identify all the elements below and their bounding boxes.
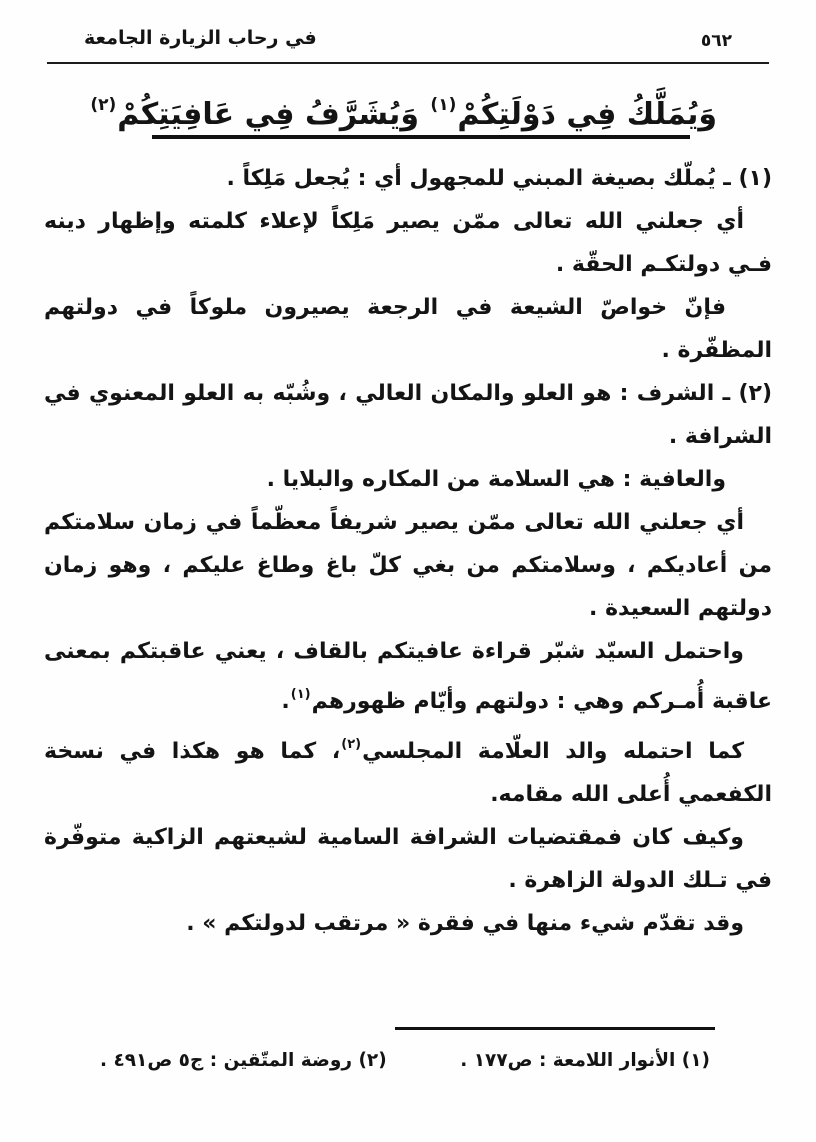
heading-footnote-marker-2: (٢) xyxy=(90,95,117,115)
note-2-afiya-definition: والعافية : هي السلامة من المكاره والبلايا . xyxy=(266,467,726,492)
note-2-sharaf-definition: (٢) ـ الشرف : هو العلو والمكان العالي ، وشُبّه به العلو المعنوي في الشرافة . xyxy=(44,381,772,449)
footnote-2-source: (٢) روضة المتّقين : ج٥ ص٤٩١ . xyxy=(100,1050,387,1071)
ref-marker-2: (٢) xyxy=(341,737,362,752)
majlisi-reading-rest: ، كما هو هكذا في نسخة الكفعمي أُعلى الله مقامه. xyxy=(44,739,772,807)
heading-rule xyxy=(152,135,690,139)
ref-marker-1: (١) xyxy=(290,687,311,702)
note-2-cross-reference: وقد تقدّم شيء منها في فقرة « مرتقب لدولتكم » . xyxy=(186,911,744,936)
commentary-notes xyxy=(44,157,772,945)
note-1-definition: (١) ـ يُملّك بصيغة المبني للمجهول أي : يُجعل مَلِكاً . xyxy=(226,166,772,191)
header-rule xyxy=(47,62,769,64)
note-1-meaning: أي جعلني الله تعالى ممّن يصير مَلِكاً لإعلاء كلمته وإظهار دينه فـي دولتكـم الحقّة . xyxy=(44,209,772,277)
footnote-1-source: (١) الأنوار اللامعة : ص١٧٧ . xyxy=(460,1050,710,1071)
footnote-separator-rule xyxy=(395,1027,715,1030)
heading-phrase-1: وَيُمَلَّكُ فِي دَوْلَتِكُمْ xyxy=(457,97,717,132)
shubbar-reading-period: . xyxy=(281,689,290,714)
shubbar-reading-text: واحتمل السيّد شبّر قراءة عافيتكم بالقاف ، يعني عاقبتكم بمعنى عاقبة أُمـركم وهي : دولتهم وأيّام ظهورهم xyxy=(44,639,772,714)
note-2-conclusion: وكيف كان فمقتضيات الشرافة السامية لشيعتهم الزاكية متوفّرة في تـلك الدولة الزاهرة . xyxy=(44,825,772,893)
running-title: في رحاب الزيارة الجامعة xyxy=(84,27,317,49)
heading-phrase-2: وَيُشَرَّفُ فِي عَافِيَتِكُمْ xyxy=(117,97,430,132)
note-1-shia-kings: فإنّ خواصّ الشيعة في الرجعة يصيرون ملوكاً في دولتهم المظفّرة . xyxy=(44,295,772,363)
footnote-row xyxy=(44,1044,772,1078)
note-2-majlisi-reading xyxy=(44,723,772,816)
ziyarah-heading xyxy=(89,80,717,140)
note-2-shubbar-reading xyxy=(44,630,772,723)
majlisi-reading-text: كما احتمله والد العلّامة المجلسي xyxy=(362,739,744,764)
heading-footnote-marker-1: (١) xyxy=(430,95,457,115)
page-number: ٥٦٢ xyxy=(700,31,732,51)
note-2-meaning: أي جعلني الله تعالى ممّن يصير شريفاً معظّماً في زمان سلامتكم من أعاديكم ، وسلامتكم من بغي كلّ باغ وطاغ عليكم ، وهو زمان دولتهم السعيدة . xyxy=(44,510,772,621)
